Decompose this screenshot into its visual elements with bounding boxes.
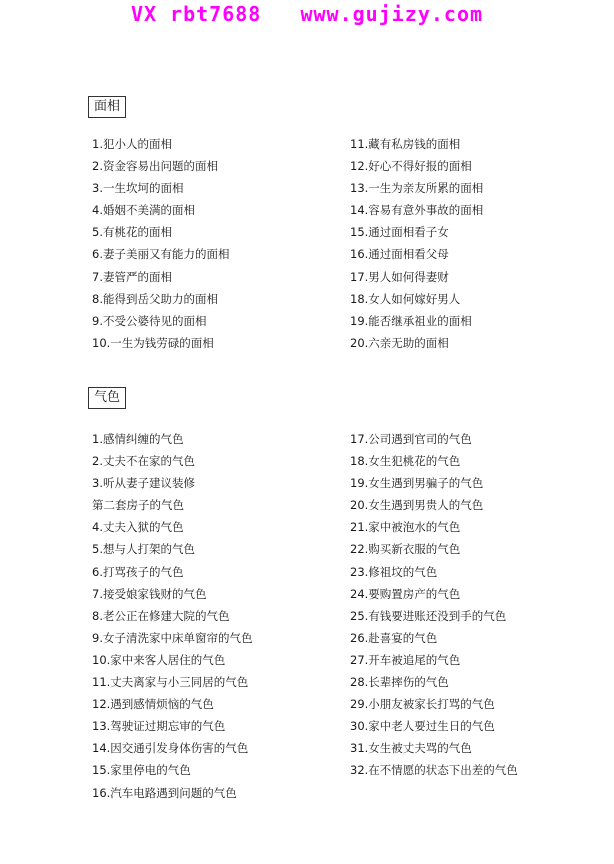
qise-list-right [350,428,600,782]
section-label-qise: 气色 [88,387,126,409]
list-item: 25.有钱要进账还没到手的气色 [350,608,507,623]
list-item: 7.妻管严的面相 [92,269,172,284]
list-item: 9.不受公婆待见的面相 [92,313,207,328]
watermark-header: VX rbt7688 www.gujizy.com [130,2,484,26]
list-item: 2.丈夫不在家的气色 [92,454,195,469]
list-item: 31.女生被丈夫骂的气色 [350,741,472,756]
list-item: 16.汽车电路遇到问题的气色 [92,785,237,800]
list-item: 27.开车被追尾的气色 [350,652,461,667]
list-item: 21.家中被泡水的气色 [350,520,461,535]
list-item: 3.一生坎坷的面相 [92,181,184,196]
list-item: 28.长辈摔伤的气色 [350,675,449,690]
list-item: 8.老公正在修建大院的气色 [92,608,230,623]
section-label-face: 面相 [88,96,126,118]
list-item: 12.遇到感情烦恼的气色 [92,697,214,712]
face-list-left [92,133,342,354]
list-item: 5.有桃花的面相 [92,225,172,240]
list-item: 19.能否继承祖业的面相 [350,313,472,328]
list-item: 20.六亲无助的面相 [350,335,449,350]
list-item: 13.驾驶证过期忘审的气色 [92,719,226,734]
face-list-right [350,133,600,354]
list-item: 30.家中老人要过生日的气色 [350,719,495,734]
list-item: 第二套房子的气色 [92,498,184,513]
list-item: 22.购买新衣服的气色 [350,542,461,557]
list-item: 18.女生犯桃花的气色 [350,454,461,469]
list-item: 6.打骂孩子的气色 [92,564,184,579]
list-item: 2.资金容易出问题的面相 [92,159,218,174]
list-item: 11.丈夫离家与小三同居的气色 [92,675,249,690]
list-item: 5.想与人打架的气色 [92,542,195,557]
list-item: 16.通过面相看父母 [350,247,449,262]
list-item: 4.丈夫入狱的气色 [92,520,184,535]
list-item: 13.一生为亲友所累的面相 [350,181,484,196]
list-item: 26.赴喜宴的气色 [350,630,438,645]
list-item: 8.能得到岳父助力的面相 [92,291,218,306]
list-item: 24.要购置房产的气色 [350,586,461,601]
list-item: 15.通过面相看子女 [350,225,449,240]
list-item: 12.好心不得好报的面相 [350,159,472,174]
list-item: 11.藏有私房钱的面相 [350,137,461,151]
qise-list-left [92,428,342,804]
list-item: 15.家里停电的气色 [92,763,191,778]
list-item: 1.犯小人的面相 [92,137,172,151]
list-item: 10.一生为钱劳碌的面相 [92,335,214,350]
list-item: 4.婚姻不美满的面相 [92,203,195,218]
list-item: 6.妻子美丽又有能力的面相 [92,247,230,262]
list-item: 18.女人如何嫁好男人 [350,291,461,306]
list-item: 17.男人如何得妻财 [350,269,449,284]
list-item: 7.接受娘家钱财的气色 [92,586,207,601]
list-item: 3.听从妻子建议装修 [92,476,195,491]
list-item: 1.感情纠缠的气色 [92,432,184,446]
list-item: 23.修祖坟的气色 [350,564,438,579]
list-item: 10.家中来客人居住的气色 [92,652,226,667]
list-item: 14.容易有意外事故的面相 [350,203,484,218]
list-item: 29.小朋友被家长打骂的气色 [350,697,495,712]
list-item: 14.因交通引发身体伤害的气色 [92,741,249,756]
list-item: 20.女生遇到男贵人的气色 [350,498,484,513]
list-item: 9.女子清洗家中床单窗帘的气色 [92,630,253,645]
list-item: 32.在不情愿的状态下出差的气色 [350,763,518,778]
list-item: 17.公司遇到官司的气色 [350,432,472,446]
list-item: 19.女生遇到男骗子的气色 [350,476,484,491]
